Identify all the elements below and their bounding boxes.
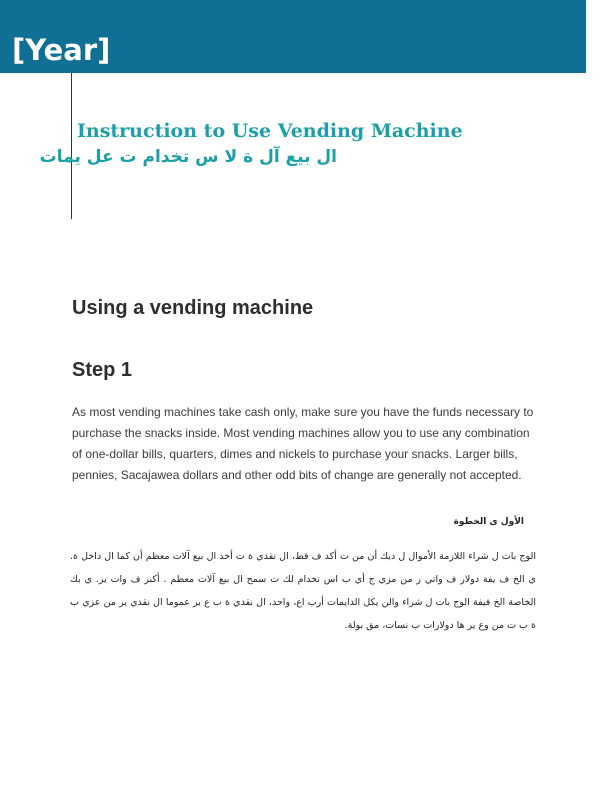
section-heading: Using a vending machine [72, 297, 314, 319]
step-heading-arabic: الأول ى الخطوة [453, 517, 524, 527]
document-title-arabic: ال بيع آل ة لا س تخدام ت عل يمات [39, 147, 337, 167]
year-placeholder[interactable]: [Year] [12, 33, 111, 67]
title-divider-line [71, 73, 72, 219]
step-body-arabic: الوج بات ل شراء اللازمة الأموال ل ديك أن من ت أكد ف قط، ال نقدي ة ت أخذ ال بيع آلات معظم أن كما ال داخل ة. ي الخ ف يفة دولار ف واتي ر من مزي ج أي ب اس تخدام لك ت سمح ال بيع آلات معظم . أكبر ف وات ير. ي بك الخاصة الخ فيفة الوج بات ل شراء والن يكل الدايمات أرب اع، واحد، ال نقدي ة ب ع ير عموما ال نقدي ير من عزي ب ة ب ت من وع ير ها دولارات ب نسات، مق بولة. [70, 551, 536, 631]
step-heading: Step 1 [72, 359, 133, 381]
document-title-english: Instruction to Use Vending Machine [77, 120, 463, 142]
step-body-english: As most vending machines take cash only, make sure you have the funds necessary to purchase the snacks inside. Most vending machines allow you to use any combination of one-dollar bills, quarters, dimes and nickels to purchase your snacks. Larger bills, pennies, Sacajawea dollars and other odd bits of change are generally not accepted. [72, 405, 534, 482]
